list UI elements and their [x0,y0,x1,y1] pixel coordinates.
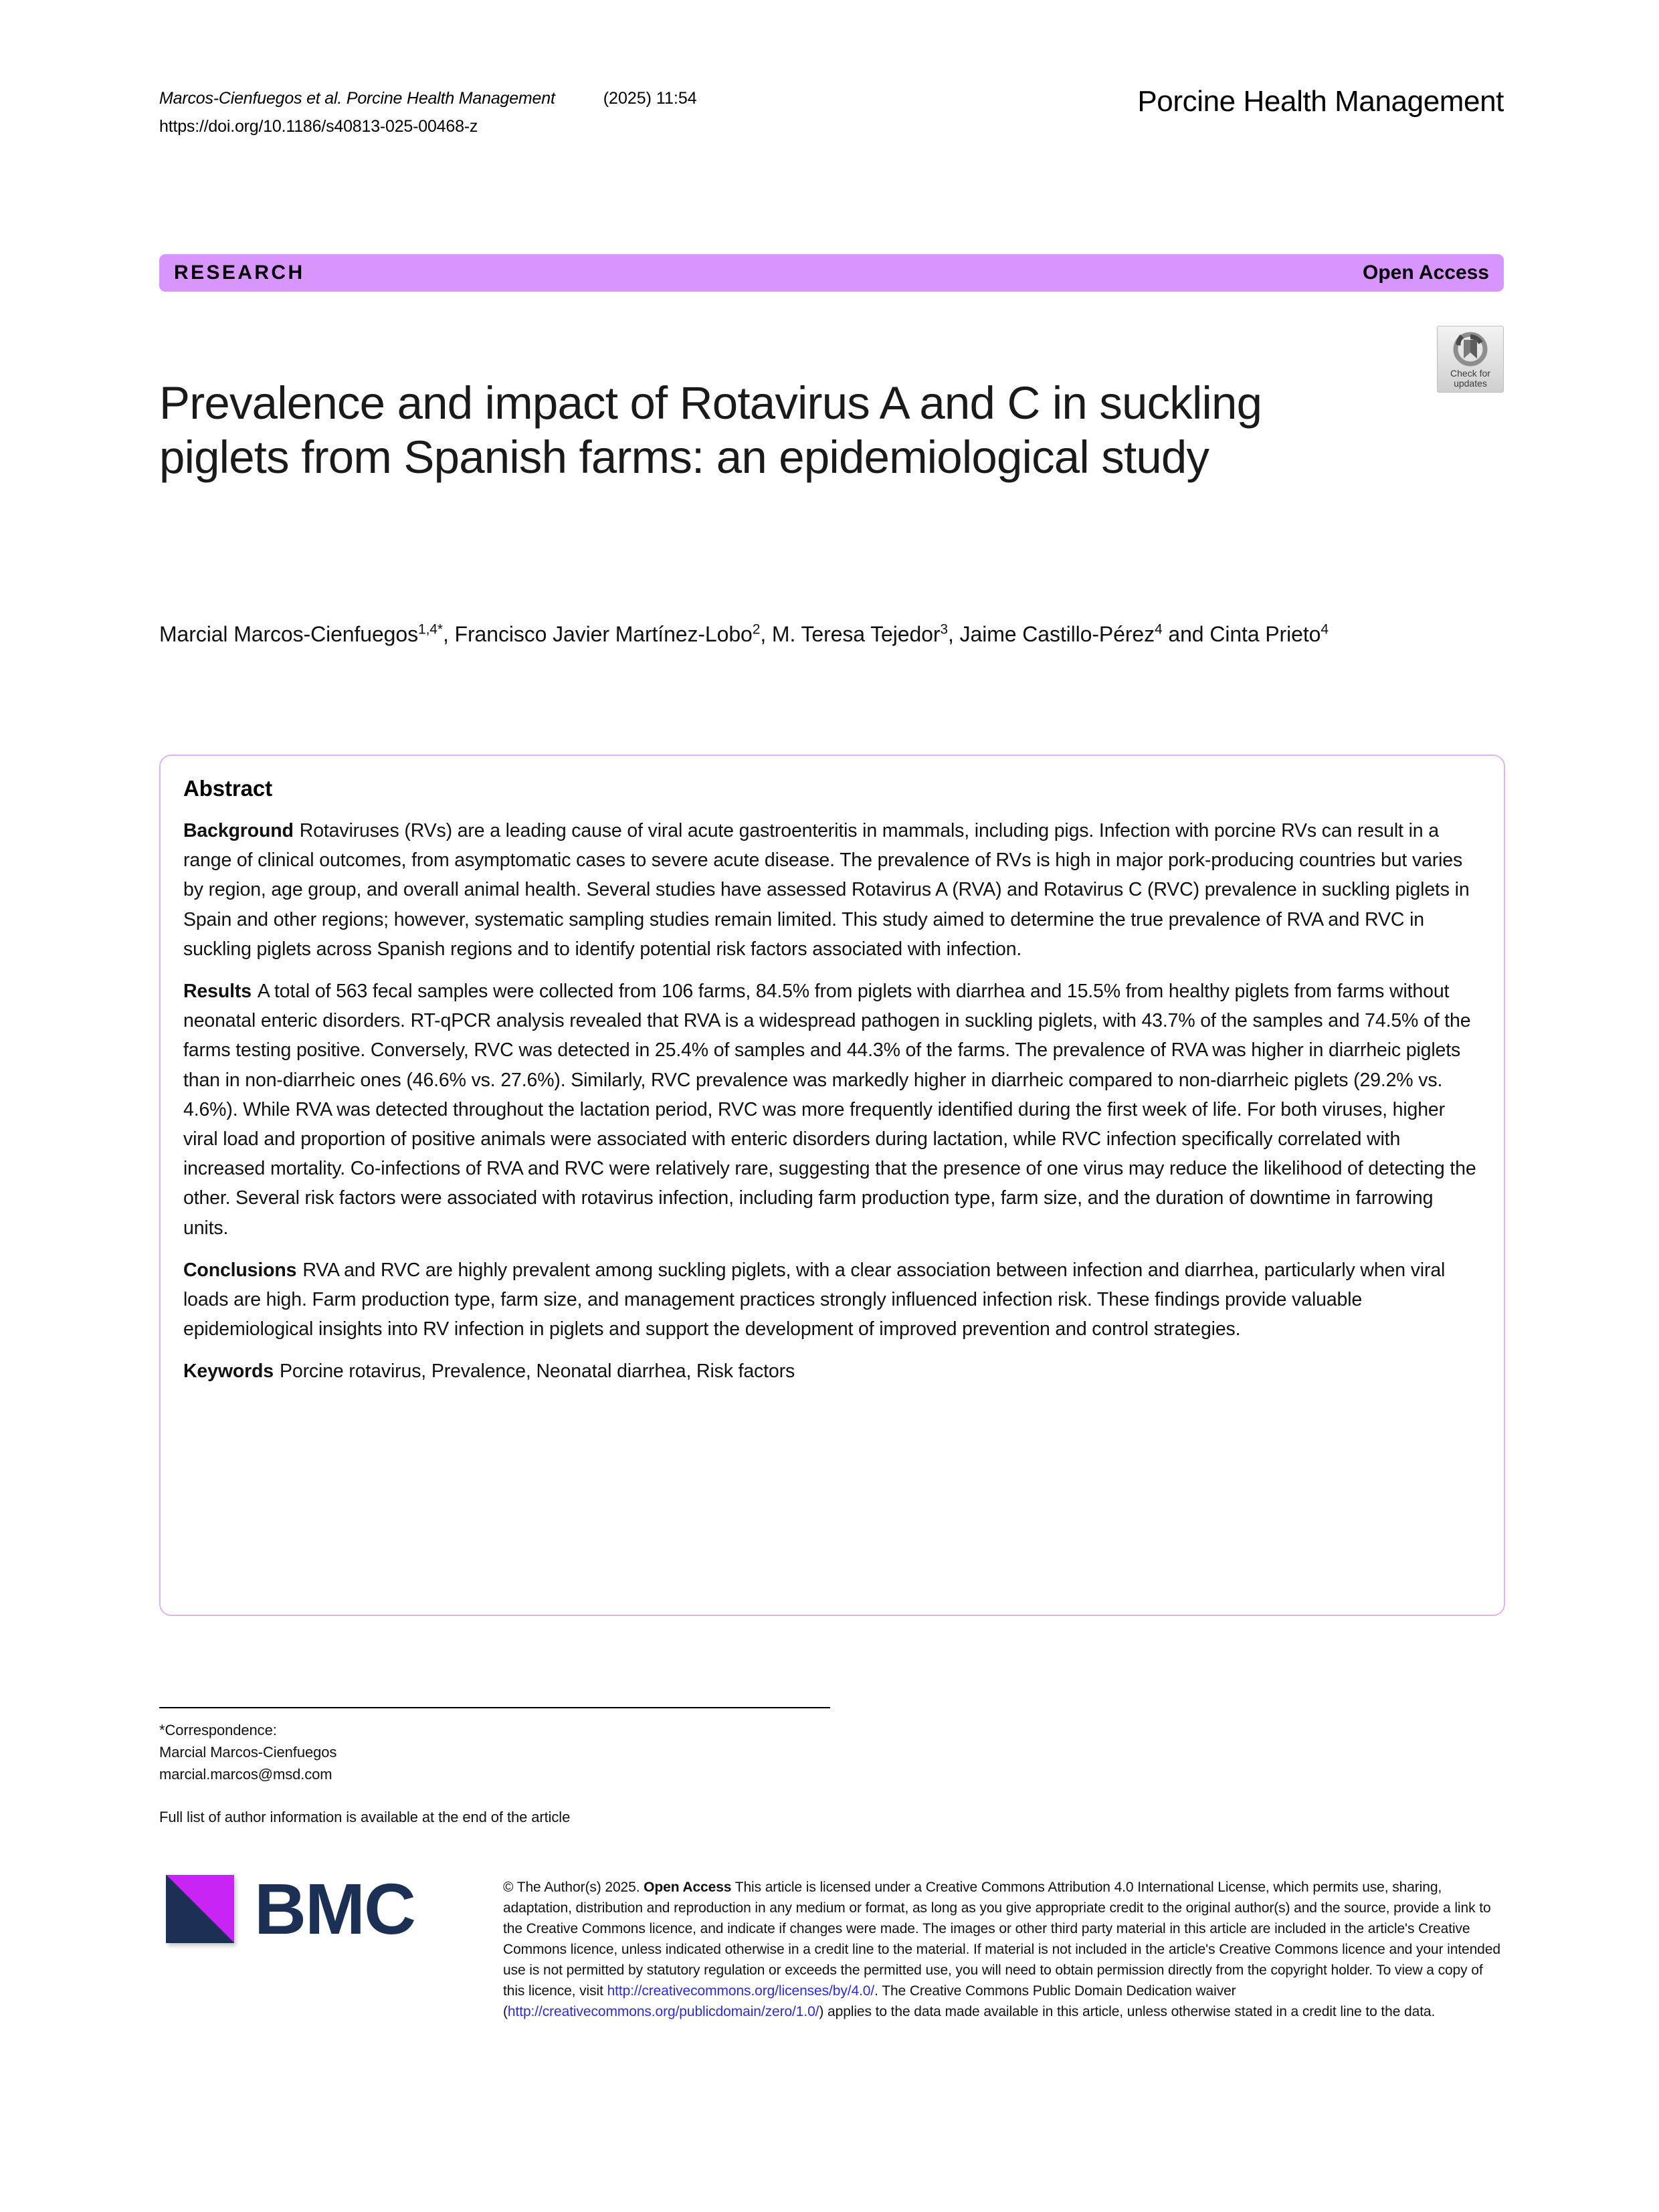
running-head [159,85,1504,136]
license-body-3: ) applies to the data made available in this article, unless otherwise stated in a credit line to the data. [819,2004,1436,2019]
author-entry[interactable]: M. Teresa Tejedor$^3$ [771,621,948,646]
abstract-section-keywords [183,1356,1481,1386]
research-open-access-banner [159,254,1504,292]
author-sep: , [948,622,960,646]
footnote-divider [159,1707,830,1708]
abstract-section-background [183,816,1481,964]
author-entry[interactable]: Marcial Marcos-Cienfuegos$^{1,4*}$ [159,621,443,646]
abstract-section-results [183,977,1481,1243]
crossmark-badge-icon [1452,331,1488,367]
author-sep: , [760,622,772,646]
correspondence-name: Marcial Marcos-Cienfuegos [159,1744,337,1761]
author-entry[interactable]: Cinta Prieto$^4$ [1209,621,1329,646]
correspondence-email[interactable]: marcial.marcos@msd.com [159,1766,332,1783]
abstract-body-background: Rotaviruses (RVs) are a leading cause of viral acute gastroenteritis in mammals, including pigs. Infection with porcine RVs can result in a range of clinical outcomes, from asymptomatic cases to severe acute disease. The prevalence of RVs is high in major pork-producing countries but varies by region, age group, and overall animal health. Several studies have assessed Rotavirus A (RVA) and Rotavirus C (RVC) prevalence in suckling piglets in Spain and other regions; however, systematic sampling studies remain limited. This study aimed to determine the true prevalence of RVA and RVC in suckling piglets across Spanish regions and to identify potential risk factors associated with infection. [183,820,1470,960]
bmc-logo [166,1868,415,1949]
copyright-license-text [503,1877,1506,2022]
author-sep: and [1162,622,1210,646]
open-access-label: Open Access [1363,262,1489,284]
running-head-citation: Marcos-Cienfuegos et al. Porcine Health Management [159,89,555,108]
abstract-lead-keywords: Keywords [183,1361,274,1383]
page-title: Prevalence and impact of Rotavirus A and C in suckling piglets from Spanish farms: an epidemiological study [159,377,1262,484]
abstract-body-results: A total of 563 fecal samples were collected from 106 farms, 84.5% from piglets with diarrhea and 15.5% from healthy piglets from farms without neonatal enteric disorders. RT-qPCR analysis revealed that RVA is a widespread pathogen in suckling piglets, with 43.7% of the samples and 74.5% of the farms testing positive. Conversely, RVC was detected in 25.4% of samples and 44.3% of the farms. The prevalence of RVA was higher in diarrheic piglets than in non-diarrheic ones (46.6% vs. 27.6%). Similarly, RVC prevalence was markedly higher in diarrheic compared to non-diarrheic piglets (29.2% vs. 4.6%). While RVA was detected throughout the lactation period, RVC was more frequently identified during the first week of life. For both viruses, higher viral load and proportion of positive animals were associated with enteric disorders during lactation, while RVC infection specifically correlated with increased mortality. Co-infections of RVA and RVC were relatively rare, suggesting that the presence of one virus may reduce the likelihood of detecting the other. Several risk factors were associated with rotavirus infection, including farm production type, farm size, and the duration of downtime in farrowing units. [183,981,1476,1239]
correspondence-block [159,1719,895,1785]
journal-title: Porcine Health Management [1137,85,1504,118]
license-body-1: This article is licensed under a Creative Commons Attribution 4.0 International License, which permits use, sharing, adaptation, distribution and reproduction in any medium or format, as long as you give appropriate credit to the original author(s) and the source, provide a link to the Creative Commons licence, and indicate if changes were made. The images or other third party material in this article are included in the article's Creative Commons licence, unless indicated otherwise in a credit line to the material. If material is not included in the article's Creative Commons licence and your intended use is not permitted by statutory regulation or exceeds the permitted use, you will need to obtain permission directly from the copyright holder. To view a copy of this licence, visit [503,1880,1500,1999]
abstract-section-conclusions [183,1255,1481,1344]
author-info-note: Full list of author information is available at the end of the article [159,1809,571,1825]
copyright-prefix: © The Author(s) 2025. [503,1880,644,1895]
license-body-2: . The Creative Commons Public Domain Dedication waiver ( [503,1983,1236,2019]
bmc-wordmark: BMC [254,1868,415,1949]
abstract-lead-background: Background [183,820,294,841]
abstract-lead-conclusions: Conclusions [183,1259,297,1281]
abstract-body-keywords: Porcine rotavirus, Prevalence, Neonatal diarrhea, Risk factors [280,1361,795,1383]
check-for-updates-label: Check for updates [1450,368,1490,389]
author-sep: , [442,622,455,646]
abstract-box [159,755,1505,1616]
bmc-square-icon [166,1875,234,1943]
abstract-heading: Abstract [183,776,273,801]
abstract-body-conclusions: RVA and RVC are highly prevalent among suckling piglets, with a clear association between infection and diarrhea, particularly when viral loads are high. Farm production type, farm size, and management practices strongly influenced infection risk. These findings provide valuable epidemiological insights into RV infection in piglets and support the development of improved prevention and control strategies. [183,1259,1446,1340]
author-list [159,619,1444,650]
correspondence-label: *Correspondence: [159,1722,277,1738]
article-type-label: RESEARCH [174,262,305,284]
author-entry[interactable]: Jaime Castillo-Pérez$^4$ [959,621,1163,646]
check-for-updates-badge[interactable] [1437,326,1504,393]
author-entry[interactable]: Francisco Javier Martínez-Lobo$^2$ [454,621,761,646]
abstract-lead-results: Results [183,981,252,1003]
open-access-bold: Open Access [644,1880,732,1895]
running-head-volume: (2025) 11:54 [603,89,697,108]
cc-by-link[interactable]: http://creativecommons.org/licenses/by/4.0/ [607,1983,875,1999]
cc-zero-link[interactable]: http://creativecommons.org/publicdomain/zero/1.0/ [507,2004,819,2019]
running-head-doi[interactable]: https://doi.org/10.1186/s40813-025-00468-z [159,117,478,136]
